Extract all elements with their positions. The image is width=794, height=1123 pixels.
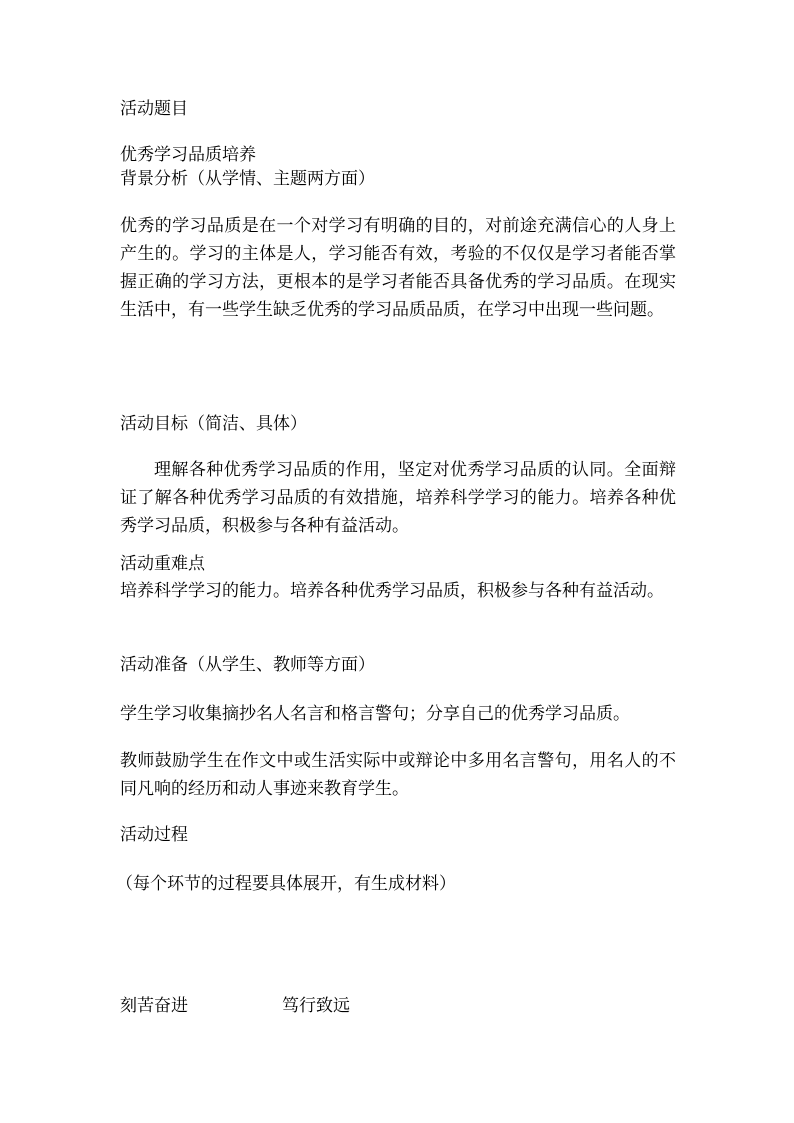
goals-paragraph: 理解各种优秀学习品质的作用，坚定对优秀学习品质的认同。全面辩证了解各种优秀学习品质的有效措施，培养科学学习的能力。培养各种优秀学习品质，积极参与各种有益活动。: [120, 460, 676, 536]
motto-left: 刻苦奋进: [120, 996, 188, 1016]
motto-right: 笃行致远: [282, 996, 350, 1016]
preparation-teachers-paragraph: 教师鼓励学生在作文中或生活实际中或辩论中多用名言警句，用名人的不同凡响的经历和动人事迹来教育学生。: [120, 751, 676, 799]
preparation-heading: 活动准备（从学生、教师等方面）: [120, 655, 375, 675]
background-heading: 背景分析（从学情、主题两方面）: [120, 169, 375, 189]
preparation-students-paragraph: 学生学习收集摘抄名人名言和格言警句；分享自己的优秀学习品质。: [120, 704, 630, 724]
activity-title: 优秀学习品质培养: [120, 145, 256, 165]
process-note: （每个环节的过程要具体展开，有生成材料）: [116, 874, 456, 894]
process-heading: 活动过程: [120, 825, 188, 845]
background-paragraph: 优秀的学习品质是在一个对学习有明确的目的，对前途充满信心的人身上产生的。学习的主体是人，学习能否有效，考验的不仅仅是学习者能否掌握正确的学习方法，更根本的是学习者能否具备优秀的学习品质。在现实生活中，有一些学生缺乏优秀的学习品质品质，在学习中出现一些问题。: [120, 216, 676, 320]
activity-title-heading: 活动题目: [120, 99, 188, 119]
key-points-heading: 活动重难点: [120, 554, 205, 574]
goals-heading: 活动目标（简洁、具体）: [120, 414, 307, 434]
key-points-paragraph: 培养科学学习的能力。培养各种优秀学习品质，积极参与各种有益活动。: [120, 581, 664, 601]
